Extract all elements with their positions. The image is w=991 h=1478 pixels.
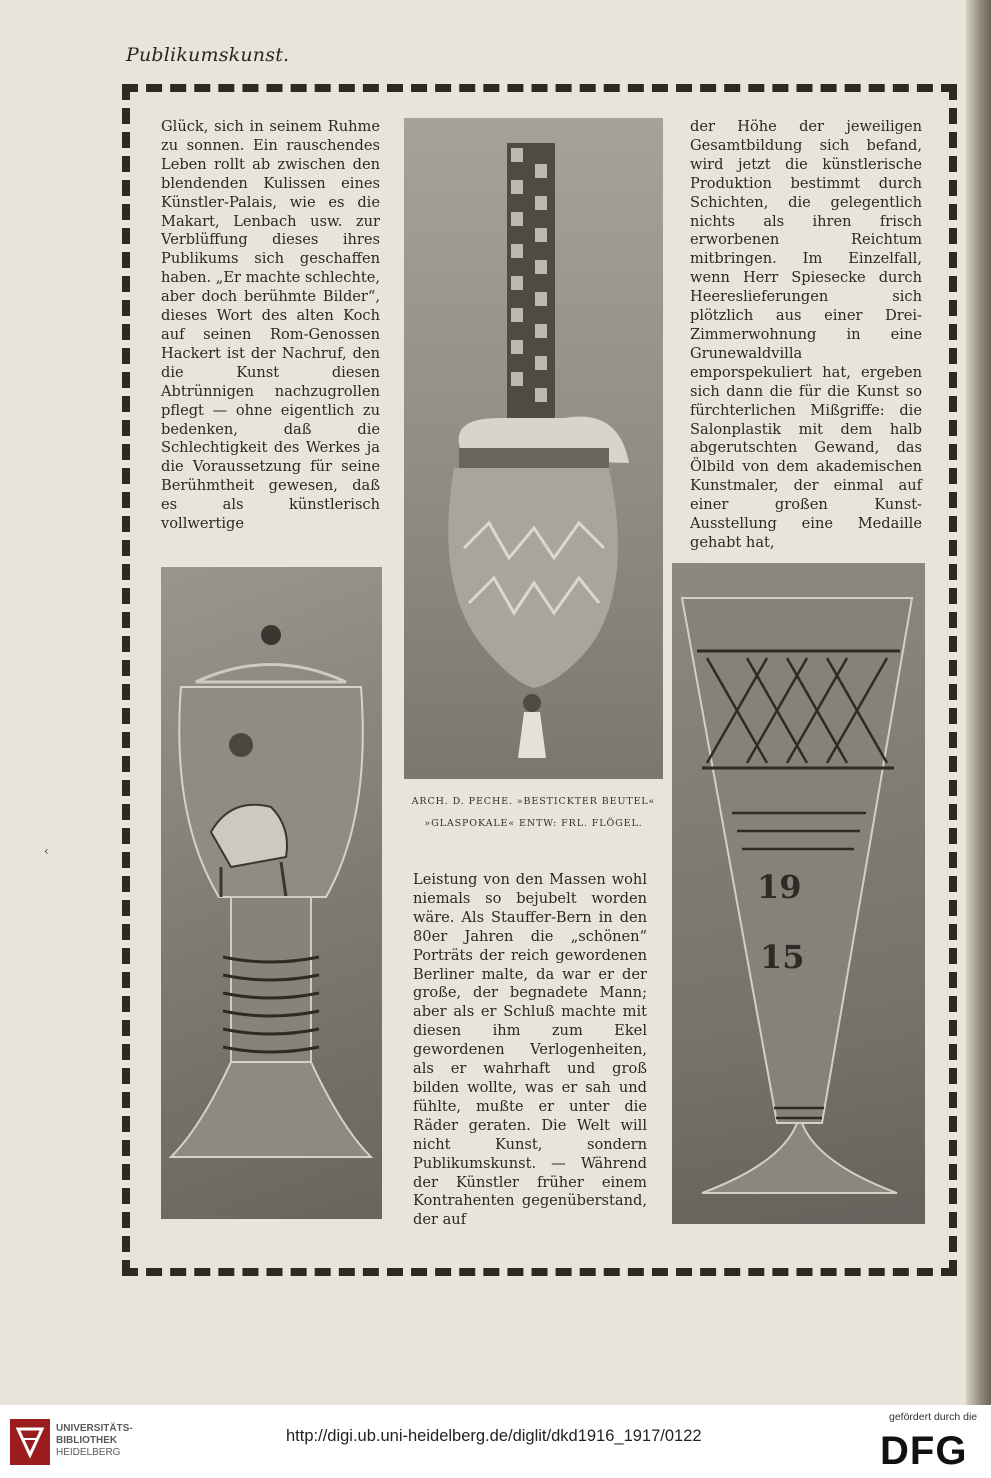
margin-mark: ‹ bbox=[44, 844, 49, 858]
library-name-line-3: HEIDELBERG bbox=[56, 1447, 121, 1458]
flute-year-bottom: 15 bbox=[760, 938, 805, 976]
library-name bbox=[56, 1423, 133, 1459]
source-url-link[interactable]: http://digi.ub.uni-heidelberg.de/diglit/dkd1916_1917/0122 bbox=[286, 1427, 702, 1445]
running-head: Publikumskunst. bbox=[126, 44, 290, 66]
page-edge-shadow bbox=[966, 0, 991, 1405]
figure-caption-line-2: »GLASPOKALE« ENTW: FRL. FLÖGEL. bbox=[424, 818, 643, 829]
photo-embroidered-bag bbox=[404, 118, 663, 779]
goblet-illustration bbox=[161, 567, 382, 1219]
library-logo-icon bbox=[10, 1419, 50, 1465]
dfg-logo: DFG bbox=[880, 1429, 968, 1473]
photo-glass-goblet bbox=[161, 567, 382, 1219]
figure-caption-line-1: ARCH. D. PECHE. »BESTICKTER BEUTEL« bbox=[411, 796, 656, 807]
photo-glass-flute bbox=[672, 563, 925, 1224]
flute-illustration bbox=[672, 563, 925, 1224]
footer-bar bbox=[0, 1405, 991, 1478]
bag-illustration bbox=[404, 118, 663, 779]
text-column-bottom: Leistung von den Massen wohl niemals so bejubelt worden wäre. Als Stauffer-Bern in den 80er Jahren die „schönen“ Porträts der reich gewordenen Berliner malte, da war er der große, der begnadete Mann; aber als er Schluß machte mit diesen ihm zum Ekel gewordenen Verlogenheiten, als er wahrhaft und groß bilden wollte, was er sah und fühlte, mußte er unter die Räder geraten. Die Welt will nicht Kunst, sondern Publikumskunst. — Während der Künstler früher einem Kontrahenten gegenüberstand, der auf bbox=[413, 871, 647, 1229]
library-name-line-2: BIBLIOTHEK bbox=[56, 1435, 118, 1446]
sponsor-label: gefördert durch die bbox=[889, 1411, 978, 1423]
text-column-left: Glück, sich in seinem Ruhme zu sonnen. Ein rauschendes Leben rollt ab zwischen den blendenden Kulissen eines Künstler-Palais, wie es die Makart, Lenbach usw. zur Verblüffung dieses ihres Publikums sich geschaffen haben. „Er machte schlechte, aber doch berühmte Bilder“, dieses Wort des alten Koch auf seinen Rom-Genossen Hackert ist der Nachruf, den die Kunst diesen Abtrünnigen nachzugrollen pflegt — ohne eigentlich zu bedenken, daß die Schlechtigkeit des Werkes ja die Voraussetzung für seine Berühmtheit gewesen, daß es als künstlerisch vollwertige bbox=[161, 118, 380, 533]
flute-year-top: 19 bbox=[757, 868, 802, 906]
text-column-right: der Höhe der jeweiligen Gesamtbildung sich befand, wird jetzt die künstlerische Produktion bestimmt durch Schichten, die gelegentlich nichts als ihren frisch erworbenen Reichtum mitbringen. Im Einzelfall, wenn Herr Spiesecke durch Heereslieferungen sich plötzlich aus einer Drei-Zimmerwohnung in eine Grunewaldvilla emporspekuliert hat, ergeben sich dann die für die Kunst so fürchterlichen Mißgriffe: die Salonplastik mit dem halb abgerutschten Gewand, das Ölbild von dem akademischen Kunstmaler, der einmal auf einer großen Kunst-Ausstellung eine Medaille gehabt hat, bbox=[690, 118, 922, 551]
library-name-line-1: UNIVERSITÄTS- bbox=[56, 1423, 133, 1434]
